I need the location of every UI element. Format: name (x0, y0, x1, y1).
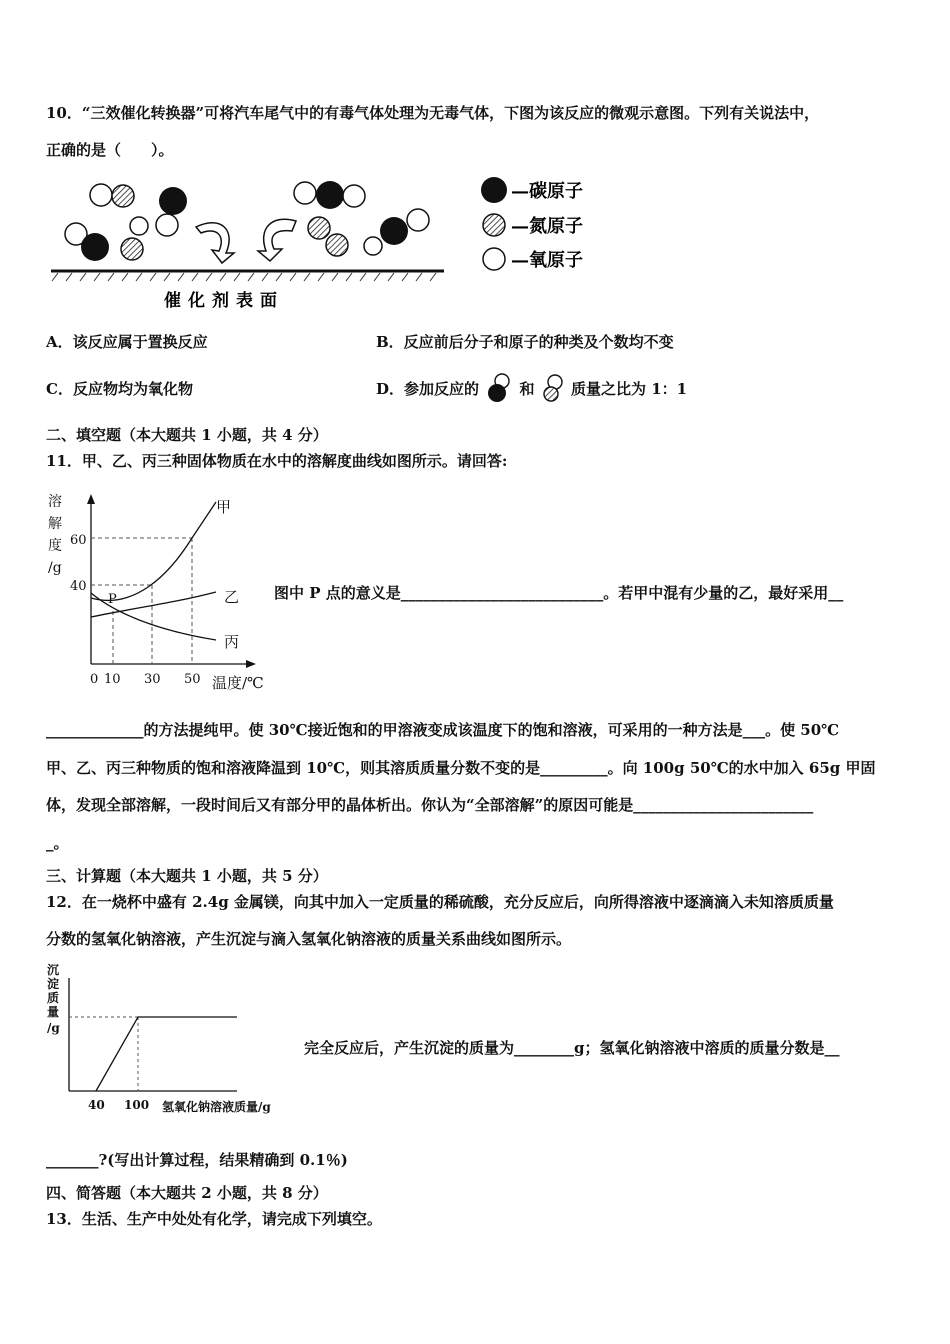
q11-ylabel-4: /g (48, 560, 62, 576)
q13-title: 13．生活、生产中处处有化学，请完成下列填空。 (46, 1210, 382, 1228)
q10-stem-line1: 10．“三效催化转换器”可将汽车尾气中的有毒气体处理为无毒气体，下图为该反应的微观示意图。下列有关说法中， (46, 104, 820, 122)
section-4-heading: 四、简答题（本大题共 2 小题，共 8 分） (46, 1184, 328, 1202)
precipitate-chart (44, 960, 314, 1120)
q10-option-b: B．反应前后分子和原子的种类及个数均不变 (376, 333, 674, 351)
legend-oxygen-icon (483, 248, 505, 270)
q11-title: 11．甲、乙、丙三种固体物质在水中的溶解度曲线如图所示。请回答: (46, 452, 508, 470)
q11-ytick-40: 40 (70, 579, 87, 594)
curve-label-jia: 甲 (216, 498, 232, 516)
q11-ylabel-2: 解 (48, 516, 62, 532)
q12-xlabel: 氢氧化钠溶液质量/g (162, 1100, 271, 1114)
up-arrow-icon (258, 219, 296, 261)
co-molecule-icon (484, 373, 514, 403)
option-d-suffix: 质量之比为 1：1 (570, 380, 688, 398)
q12-line2: 分数的氢氧化钠溶液，产生沉淀与滴入氢氧化钠溶液的质量关系曲线如图所示。 (46, 930, 572, 948)
option-d-prefix: D．参加反应的 (376, 380, 480, 398)
q11-xtick-10: 10 (104, 672, 121, 687)
section-2-heading: 二、填空题（本大题共 1 小题，共 4 分） (46, 426, 328, 444)
q12-ylabel-1: 沉 (47, 963, 60, 977)
curve-jia (91, 502, 216, 600)
solubility-chart (44, 490, 274, 695)
q10-option-c: C．反应物均为氧化物 (46, 380, 193, 398)
q10-stem-line2: 正确的是（ ）。 (46, 141, 174, 159)
legend-oxygen: —氧原子 (511, 250, 583, 271)
q12-ylabel-5: /g (47, 1021, 60, 1035)
q12-ylabel-3: 质 (47, 991, 60, 1005)
catalyst-reaction-diagram (46, 175, 616, 315)
q12-inline-text: 完全反应后，产生沉淀的质量为________g；氢氧化钠溶液中溶质的质量分数是__ (304, 1039, 840, 1057)
q11-line5: _。 (46, 834, 69, 852)
down-arrow-icon (196, 223, 234, 263)
q11-xtick-0: 0 (90, 672, 99, 687)
q10-option-d (376, 379, 687, 399)
q11-ylabel-3: 度 (48, 538, 62, 554)
q12-xtick-100: 100 (124, 1098, 150, 1112)
q12-ylabel-4: 量 (47, 1005, 60, 1019)
q10-option-a: A．该反应属于置换反应 (46, 333, 208, 351)
surface-label: 催化剂表面 (164, 291, 284, 311)
curve-label-yi: 乙 (224, 588, 240, 606)
q11-ylabel-1: 溶 (48, 494, 62, 510)
precipitate-line (96, 1017, 237, 1091)
legend-carbon: —碳原子 (511, 181, 583, 202)
q11-line2: _____________的方法提纯甲。使 30℃接近饱和的甲溶液变成该温度下的饱和溶液，可采用的一种方法是___。使 50℃ (46, 721, 840, 739)
q11-inline-text: 图中 P 点的意义是___________________________。若甲中混有少量的乙，最好采用__ (274, 584, 844, 602)
q11-ytick-60: 60 (70, 533, 87, 548)
q11-xlabel: 温度/℃ (212, 674, 264, 692)
q11-xtick-30: 30 (144, 672, 161, 687)
q11-xtick-50: 50 (184, 672, 201, 687)
left-molecules (65, 184, 187, 261)
q11-line4: 体，发现全部溶解，一段时间后又有部分甲的晶体析出。你认为“全部溶解”的原因可能是________________________ (46, 796, 814, 814)
q12-line1: 12．在一烧杯中盛有 2.4g 金属镁，向其中加入一定质量的稀硫酸，充分反应后，向所得溶液中逐滴滴入未知溶质质量 (46, 893, 834, 911)
legend-nitrogen-icon (483, 214, 505, 236)
curve-label-bing: 丙 (224, 633, 240, 651)
section-3-heading: 三、计算题（本大题共 1 小题，共 5 分） (46, 867, 328, 885)
option-d-mid: 和 (519, 380, 535, 398)
q11-point-p: P (108, 592, 117, 607)
q12-line3: _______?(写出计算过程，结果精确到 0.1％) (46, 1151, 348, 1169)
q11-line3: 甲、乙、丙三种物质的饱和溶液降温到 10℃，则其溶质质量分数不变的是_________。向 100g 50℃的水中加入 65g 甲固 (46, 759, 876, 777)
legend-nitrogen: —氮原子 (511, 216, 583, 237)
right-molecules (294, 181, 429, 256)
q12-ylabel-2: 淀 (47, 977, 60, 991)
no-molecule-icon (540, 373, 566, 403)
q12-xtick-40: 40 (88, 1098, 105, 1112)
legend-carbon-icon (481, 177, 507, 203)
